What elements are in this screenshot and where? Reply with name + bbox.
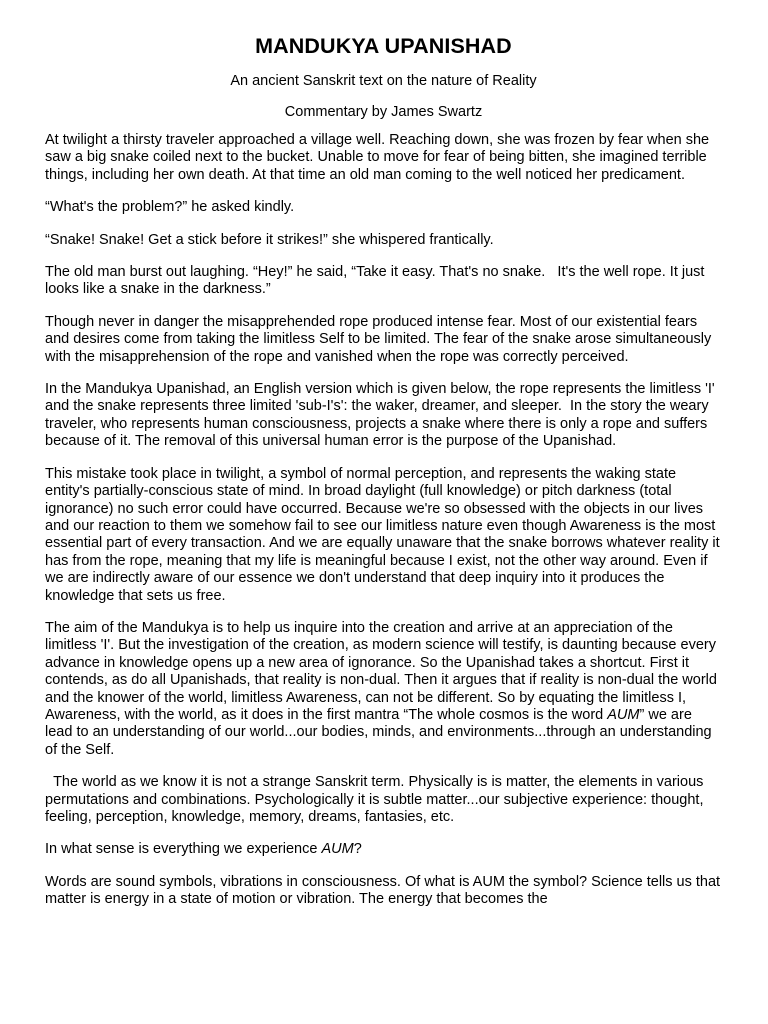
paragraph-question-text-2: ? — [353, 841, 362, 858]
aum-emphasis-question: AUM — [321, 841, 354, 858]
paragraph-old-man-question: “What's the problem?” he asked kindly. — [45, 199, 295, 216]
paragraph-aim-text-1: The aim of the Mandukya is to help us inquire into the creation and arrive at an appreciation of the limitless 'I'. But the investigation of the creation, as modern science will testify, is daunting because every advance in knowledge opens up a new area of ignorance. So the Upanishad takes a shortcut. First it contends, as do all Upanishads, that reality is non-dual. Then it argues that if reality is non-dual the world and the knower of the world, limitless Awareness, can not be different. So by equating the limitless I, Awareness, with the world, as it does in the first mantra “The whole cosmos is the word — [45, 619, 721, 723]
document-subtitle: An ancient Sanskrit text on the nature of Reality — [230, 73, 537, 89]
paragraph-traveler: At twilight a thirsty traveler approached a village well. Reaching down, she was frozen by fear when she saw a big snake coiled next to the bucket. Unable to move for fear of being bitten, she imagined terrible things, including her own death. At that time an old man coming to the well noticed her predicament. — [45, 132, 714, 183]
document-byline: Commentary by James Swartz — [284, 104, 483, 120]
document-title: MANDUKYA UPANISHAD — [255, 34, 512, 58]
paragraph-aim-text-2: ” we are lead to an understanding of our world...our bodies, minds, and environments...through an understanding of the Self. — [45, 706, 716, 758]
paragraph-question — [45, 841, 722, 858]
paragraph-twilight: This mistake took place in twilight, a symbol of normal perception, and represents the waking state entity's partially-conscious state of mind. In broad daylight (full knowledge) or pitch darkness (total ignorance) no such error could have occurred. Because we're so obsessed with the objects in our lives and our reaction to them we somehow fail to see our limitless nature even though Awareness is the most essential part of every transaction. And we are equally unaware that the snake borrows whatever reality it has from the rope, meaning that my life is meaningful because I exist, not the other way around. Even if we are indirectly aware of our essence we don't understand that deep inquiry into it produces the knowledge that sets us free. — [45, 465, 724, 604]
paragraph-world: The world as we know it is not a strange Sanskrit term. Physically is is matter, the elements in various permutations and combinations. Psychologically it is subtle matter...our subjective experience: thought, feeling, perception, knowledge, memory, dreams, fantasies, etc. — [45, 774, 708, 825]
paragraph-rope-symbol: In the Mandukya Upanishad, an English version which is given below, the rope represents the limitless 'I' and the snake represents three limited 'sub-I's': the waker, dreamer, and sleeper. In the story the weary traveler, who represents human consciousness, projects a snake where there is only a rope and suffers because of it. The removal of this universal human error is the purpose of the Upanishad. — [45, 381, 719, 450]
paragraph-question-text-1: In what sense is everything we experience — [45, 841, 322, 858]
paragraph-misapprehension: Though never in danger the misapprehended rope produced intense fear. Most of our existential fears and desires come from taking the limitless Self to be limited. The fear of the snake arose simultaneously with the misapprehension of the rope and vanished when the rope was correctly perceived. — [45, 313, 716, 365]
aum-emphasis: AUM — [607, 706, 640, 723]
paragraph-sound-symbols: Words are sound symbols, vibrations in consciousness. Of what is AUM the symbol? Science tells us that matter is energy in a state of motion or vibration. The energy that becomes the — [45, 873, 725, 908]
paragraph-snake-whisper: “Snake! Snake! Get a stick before it strikes!” she whispered frantically. — [45, 231, 494, 248]
paragraph-aim — [45, 620, 722, 759]
paragraph-laughing: The old man burst out laughing. “Hey!” he said, “Take it easy. That's no snake. It's the well rope. It just looks like a snake in the darkness.” — [45, 264, 709, 298]
